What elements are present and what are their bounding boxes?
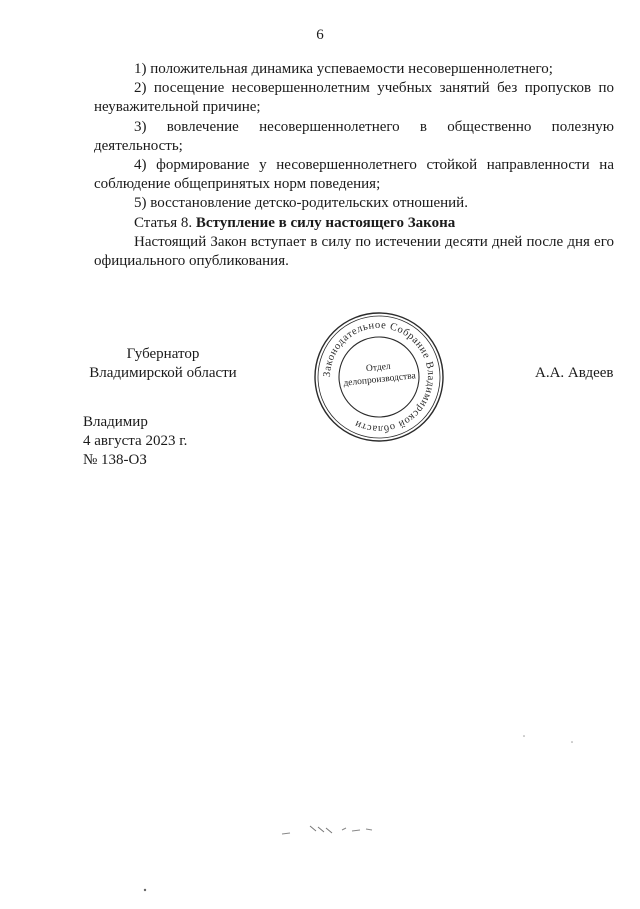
page-number: 6 xyxy=(316,27,324,43)
place-date-block xyxy=(83,413,187,470)
position-line-2: Владимирской области xyxy=(89,365,237,381)
law-number: № 138-ОЗ xyxy=(83,452,147,468)
signature-name: А.А. Авдеев xyxy=(535,365,614,381)
position-line-1: Губернатор xyxy=(126,346,200,362)
article-title: Вступление в силу настоящего Закона xyxy=(195,215,456,231)
criteria-list xyxy=(94,60,614,214)
article-8 xyxy=(94,214,614,272)
list-item-5: 5) восстановление детско-родительских отношений. xyxy=(134,195,468,212)
stamp-inner-line-2: делопроизводства xyxy=(342,371,417,389)
scan-artifact-dot xyxy=(142,887,148,893)
list-item-2: 2) посещение несовершеннолетним учебных занятий без пропусков по неуважительной причине; xyxy=(94,80,614,116)
scan-artifact-specks xyxy=(520,732,580,746)
city: Владимир xyxy=(83,414,148,430)
official-stamp xyxy=(312,310,446,444)
date: 4 августа 2023 г. xyxy=(83,433,188,449)
stamp-inner-line-1: Отдел xyxy=(365,361,392,375)
article-label: Статья 8. xyxy=(134,215,193,231)
scan-artifact-marks xyxy=(280,822,390,838)
list-item-3: 3) вовлечение несовершеннолетнего в общественно полезную деятельность; xyxy=(94,118,614,154)
list-item-4: 4) формирование у несовершеннолетнего стойкой направленности на соблюдение общепринятых норм поведения; xyxy=(94,157,614,193)
list-item-1: 1) положительная динамика успеваемости несовершеннолетнего; xyxy=(134,61,553,77)
svg-text:Законодательное Собрание Влади: Законодательное Собрание Владимирской области xyxy=(321,319,437,435)
article-text: Настоящий Закон вступает в силу по истечении десяти дней после дня его официального опубликования. xyxy=(94,234,614,270)
article-heading xyxy=(94,214,614,233)
signature-position xyxy=(83,345,243,383)
